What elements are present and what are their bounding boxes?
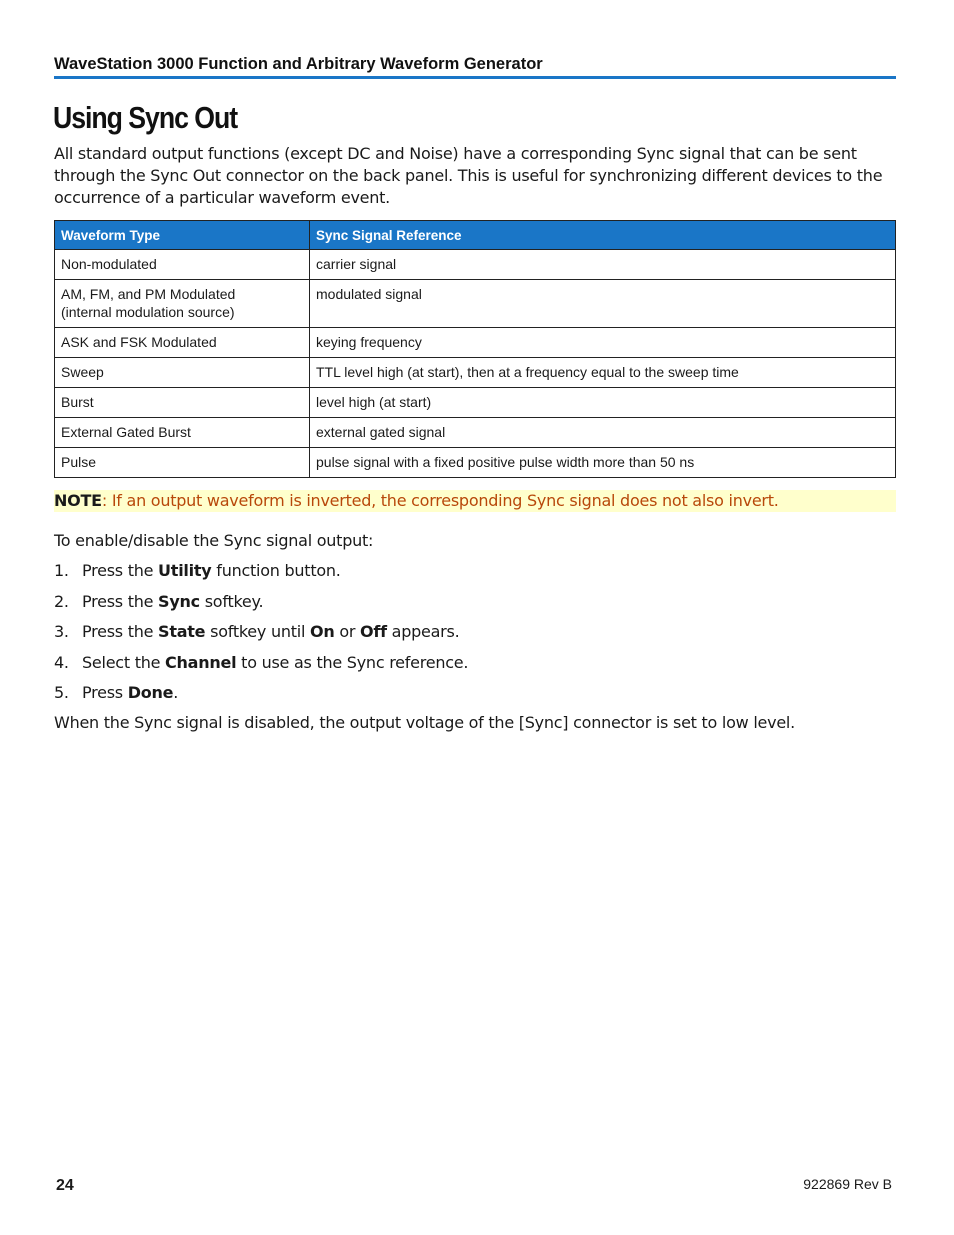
column-header-waveform-type: Waveform Type — [55, 221, 310, 250]
step-text-fragment: to use as the Sync reference. — [236, 652, 469, 672]
step-text-fragment: . — [173, 683, 179, 702]
table-row — [55, 418, 896, 448]
step-item — [54, 560, 468, 582]
note-callout — [54, 490, 896, 512]
cell-waveform-type: ASK and FSK Modulated — [55, 328, 310, 358]
cell-waveform-type: Non-modulated — [55, 250, 310, 280]
cell-sync-reference: pulse signal with a fixed positive pulse width more than 50 ns — [310, 448, 896, 478]
sync-reference-table — [54, 220, 896, 478]
step-text — [82, 560, 341, 582]
column-header-sync-reference: Sync Signal Reference — [310, 221, 896, 250]
step-text-fragment: or — [334, 622, 361, 641]
step-text-fragment: Press — [82, 683, 128, 702]
cell-sync-reference: external gated signal — [310, 418, 896, 448]
step-keyword: State — [158, 622, 206, 641]
step-keyword: Off — [360, 622, 387, 641]
cell-waveform-type: AM, FM, and PM Modulated (internal modulation source) — [55, 280, 310, 328]
table-row — [55, 280, 896, 328]
steps-list — [54, 560, 468, 713]
cell-waveform-type: External Gated Burst — [55, 418, 310, 448]
step-text — [82, 591, 263, 613]
table-row — [55, 328, 896, 358]
running-header — [54, 54, 896, 79]
step-item — [54, 682, 468, 704]
step-text-fragment: Press the — [82, 561, 159, 580]
step-text — [82, 652, 468, 674]
step-text-fragment: appears. — [386, 622, 460, 641]
document-number: 922869 Rev B — [803, 1176, 892, 1192]
table-header-row — [55, 221, 896, 250]
note-text: : If an output waveform is inverted, the corresponding Sync signal does not also invert. — [101, 491, 779, 510]
header-title: WaveStation 3000 Function and Arbitrary Waveform Generator — [54, 55, 543, 73]
step-item — [54, 652, 468, 674]
header-rule — [54, 76, 896, 79]
cell-sync-reference: level high (at start) — [310, 388, 896, 418]
table-row — [55, 448, 896, 478]
step-text-fragment: softkey until — [205, 622, 310, 641]
step-keyword: Done — [127, 683, 174, 702]
intro-paragraph: All standard output functions (except DC and Noise) have a corresponding Sync signal that can be sent through the Sync Out connector on the back panel. This is useful for synchronizing different devices to the occurrence of a particular waveform event. — [54, 144, 883, 207]
table-row — [55, 388, 896, 418]
step-text-fragment: Press the — [82, 591, 159, 611]
table-body — [55, 250, 896, 478]
cell-sync-reference: TTL level high (at start), then at a frequency equal to the sweep time — [310, 358, 896, 388]
note-label: NOTE — [54, 491, 102, 510]
step-text — [82, 621, 459, 643]
cell-waveform-type: Pulse — [55, 448, 310, 478]
step-text — [82, 682, 178, 704]
step-number: 2. — [54, 591, 69, 611]
table-row — [55, 250, 896, 280]
step-text-fragment: Press the — [82, 622, 159, 641]
step-item — [54, 621, 468, 643]
closing-paragraph: When the Sync signal is disabled, the output voltage of the [Sync] connector is set to low level. — [54, 713, 795, 732]
step-text-fragment: function button. — [211, 561, 341, 580]
step-number: 4. — [54, 652, 69, 672]
step-text-fragment: Select the — [82, 652, 166, 672]
page-title: Using Sync Out — [53, 100, 238, 135]
step-text-fragment: softkey. — [199, 591, 264, 611]
step-item — [54, 591, 468, 613]
step-keyword: Channel — [165, 652, 237, 672]
cell-waveform-type: Burst — [55, 388, 310, 418]
step-keyword: On — [309, 622, 335, 641]
steps-intro: To enable/disable the Sync signal output: — [54, 531, 374, 550]
cell-sync-reference: keying frequency — [310, 328, 896, 358]
step-keyword: Sync — [158, 591, 200, 611]
cell-waveform-type: Sweep — [55, 358, 310, 388]
cell-sync-reference: carrier signal — [310, 250, 896, 280]
step-number: 5. — [54, 683, 69, 702]
cell-sync-reference: modulated signal — [310, 280, 896, 328]
table-row — [55, 358, 896, 388]
step-number: 3. — [54, 622, 69, 641]
step-keyword: Utility — [158, 561, 212, 580]
page-number: 24 — [56, 1177, 74, 1194]
step-number: 1. — [54, 561, 69, 580]
